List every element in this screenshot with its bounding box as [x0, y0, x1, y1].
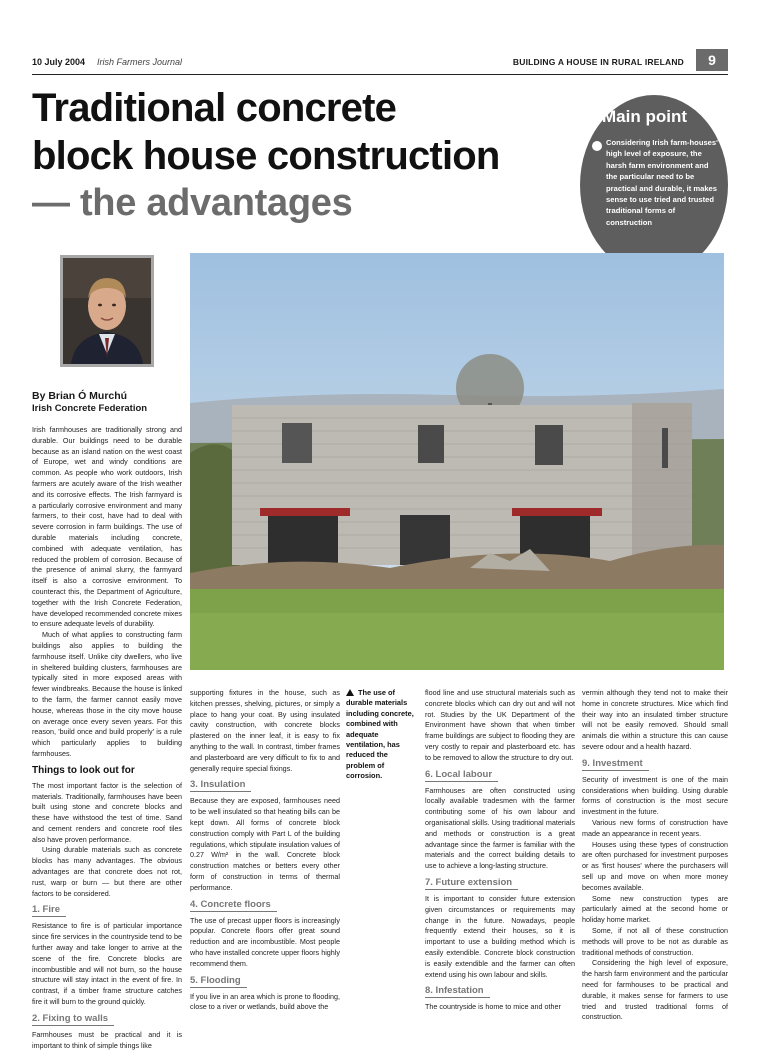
house-construction-photo	[190, 253, 724, 670]
paragraph: Because they are exposed, farmhouses need to be well insulated so that heating bills can be kept down. All forms of concrete block construction comply with Part L of the building regulations, which stipulate insulation values of 0.27 W/m² in the wall. Concrete block construction matches or betters every other form of construction in terms of thermal performance.	[190, 796, 340, 892]
author-organisation: Irish Concrete Federation	[32, 403, 148, 414]
paragraph: supporting fixtures in the house, such as kitchen presses, shelving, pictures, or simply a place to hang your coat. By using insulated cavity construction, with concrete blocks plastered on the inner leaf, it is easy to fix anything to the wall. In contrast, timber frames and plasterboard are very difficult to fix to and generally require special fixings.	[190, 688, 340, 773]
page-number: 9	[696, 49, 728, 71]
main-point-text: Considering Irish farm-houses' high level of exposure, the harsh farm environment and the particular need to be practical and durable, it makes sense to use tried and trusted traditional forms of construction	[606, 138, 718, 227]
portrait-image	[63, 258, 151, 364]
paragraph: It is important to consider future extension given circumstances or requirements may change in the future. Nowadays, people frequently extend their houses, so it is important to use a building method which is easily extendible. Concrete block construction is easily extendible and the farmer can often extend using his own labour and skills.	[425, 893, 575, 979]
paragraph: flood line and use structural materials such as concrete blocks which can dry out and will not rot. Studies by the UK Department of the Environment have shown that when timber frame buildings are subject to flooding they are very costly to repair and plasterboard etc. has to be removed to allow the structure to dry out.	[425, 688, 575, 762]
paragraph: Various new forms of construction have made an appearance in recent years.	[582, 817, 728, 838]
section-title: BUILDING A HOUSE IN RURAL IRELAND	[512, 57, 684, 67]
subheading-fire: 1. Fire	[32, 904, 66, 917]
byline	[32, 390, 182, 414]
article-headline	[32, 84, 592, 226]
headline-line-3: — the advantages	[32, 182, 353, 224]
paragraph: Using durable materials such as concrete blocks has many advantages. The obvious advantages are that concrete does not rot, rust, warp or burn — but there are other factors to be considered.	[32, 845, 182, 898]
paragraph: Some new construction types are particularly aimed at the second home or holiday home market.	[582, 893, 728, 925]
headline-line-2: block house construction	[32, 134, 500, 178]
page-header	[32, 52, 728, 75]
subheading-fixing-to-walls: 2. Fixing to walls	[32, 1013, 114, 1026]
paragraph: Farmhouses must be practical and it is important to think of simple things like	[32, 1029, 182, 1050]
paragraph: Resistance to fire is of particular importance since fire services in the countryside tend to be further away and take longer to arrive at the scene of the fire. Concrete blocks are incombustible and will not burn, so the house structure will stay intact in the event of fire. In contrast, if a timber frame structure catches fire it will burn to the ground quickly.	[32, 921, 182, 1007]
paragraph: Some, if not all of these construction methods will prove to be not as durable as traditional methods of construction.	[582, 925, 728, 957]
paragraph: The countryside is home to mice and other	[425, 1002, 561, 1012]
paragraph: Irish farmhouses are traditionally strong and durable. Our buildings need to be durable because as an island nation on the west coast of Europe, wet and windy conditions are common. As people who work outdoors, Irish farmers are acutely aware of the Irish weather and its corrosive effects. The Irish farmyard is a particularly corrosive environment and many farmers, to their cost, have had to deal with severe corrosion in farm buildings. The use of durable materials including concrete, combined with adequate ventilation, has reduced the problem of corrosion. Because of the presence of animal slurry, the farmyard itself is also a corrosive environment. To counteract this, the Department of Agriculture, together with the Irish Concrete Federation, have developed recommended concrete mixes to ensure adequate levels of durability.	[32, 425, 182, 629]
paragraph: Farmhouses are often constructed using locally available tradesmen with the farmer contributing some of his own labour and organisational skills. Using traditional materials and methods or construction is a great advantage since the farmer is familiar with the materials and the correct building details to use to achieve a long-lasting structure.	[425, 785, 575, 871]
subheading-insulation: 3. Insulation	[190, 779, 251, 792]
issue-date: 10 July 2004	[32, 57, 86, 67]
article-column-3	[425, 688, 575, 1013]
paragraph: The use of precast upper floors is increasingly popular. Concrete floors offer great sound reduction and are incombustible. Most people who have installed concrete upper floors highly recommend them.	[190, 915, 340, 968]
paragraph: Houses using these types of construction are often purchased for investment purposes or as 'first houses' where the purchasers will sell up and move on when more money becomes available.	[582, 839, 728, 892]
subheading-things-to-look-out-for: Things to look out for	[32, 764, 135, 776]
subheading-infestation: 8. Infestation	[425, 985, 490, 998]
article-column-1	[32, 425, 182, 1051]
paragraph: vermin although they tend not to make their home in concrete structures. Mice which find their way into an insulated timber structure will not be easily removed. Should small animals die within a structure this can cause severe odour and a health hazard.	[582, 688, 728, 751]
paragraph: Security of investment is one of the main considerations when building. Using durable forms of construction is the most secure investment in the future.	[582, 774, 728, 817]
subheading-local-labour: 6. Local labour	[425, 769, 498, 782]
subheading-flooding: 5. Flooding	[190, 975, 247, 988]
caption-text: The use of durable materials including concrete, combined with adequate ventilation, has reduced the problem of corrosion.	[346, 688, 414, 781]
headline-line-1: Traditional concrete	[32, 86, 397, 130]
triangle-icon	[346, 689, 354, 696]
subheading-future-extension: 7. Future extension	[425, 877, 518, 890]
publication-name: Irish Farmers Journal	[97, 57, 183, 67]
subheading-investment: 9. Investment	[582, 758, 649, 771]
paragraph: The most important factor is the selection of materials. Traditionally, farmhouses have been built using stone and concrete blocks and these have withstood the test of time. Sand and cement renders and concrete roof tiles also have proven performance.	[32, 780, 182, 844]
paragraph: Considering the high level of exposure, the harsh farm environment and the particular need for farmhouses to be practical and durable, it makes sense for farmers to use tried and trusted traditional forms of construction.	[582, 958, 728, 1022]
article-column-4	[582, 688, 728, 1023]
author-portrait	[60, 255, 154, 367]
main-point-callout	[580, 95, 728, 275]
bullet-icon	[592, 141, 602, 151]
subheading-concrete-floors: 4. Concrete floors	[190, 899, 277, 912]
main-point-title: Main point	[602, 107, 687, 126]
paragraph: Much of what applies to constructing farm buildings also applies to building the farmhouse itself. Unlike city dwellers, who live in sheltered building clusters, farmhouses are typically sited in more exposed areas with fewer windbreaks. Because the house is linked to the farm, the farmer cannot easily move house, whereas those in the city move house on average once every seven years. For this reason, 'build once and build properly' is a rule which particularly applies to building farmhouses.	[32, 630, 182, 758]
author-name: By Brian Ó Murchú	[32, 390, 128, 402]
photo-caption	[346, 688, 416, 782]
photo-image	[190, 253, 724, 670]
paragraph: If you live in an area which is prone to flooding, close to a river or wetlands, build above the	[190, 991, 340, 1012]
article-column-2	[190, 688, 340, 1013]
